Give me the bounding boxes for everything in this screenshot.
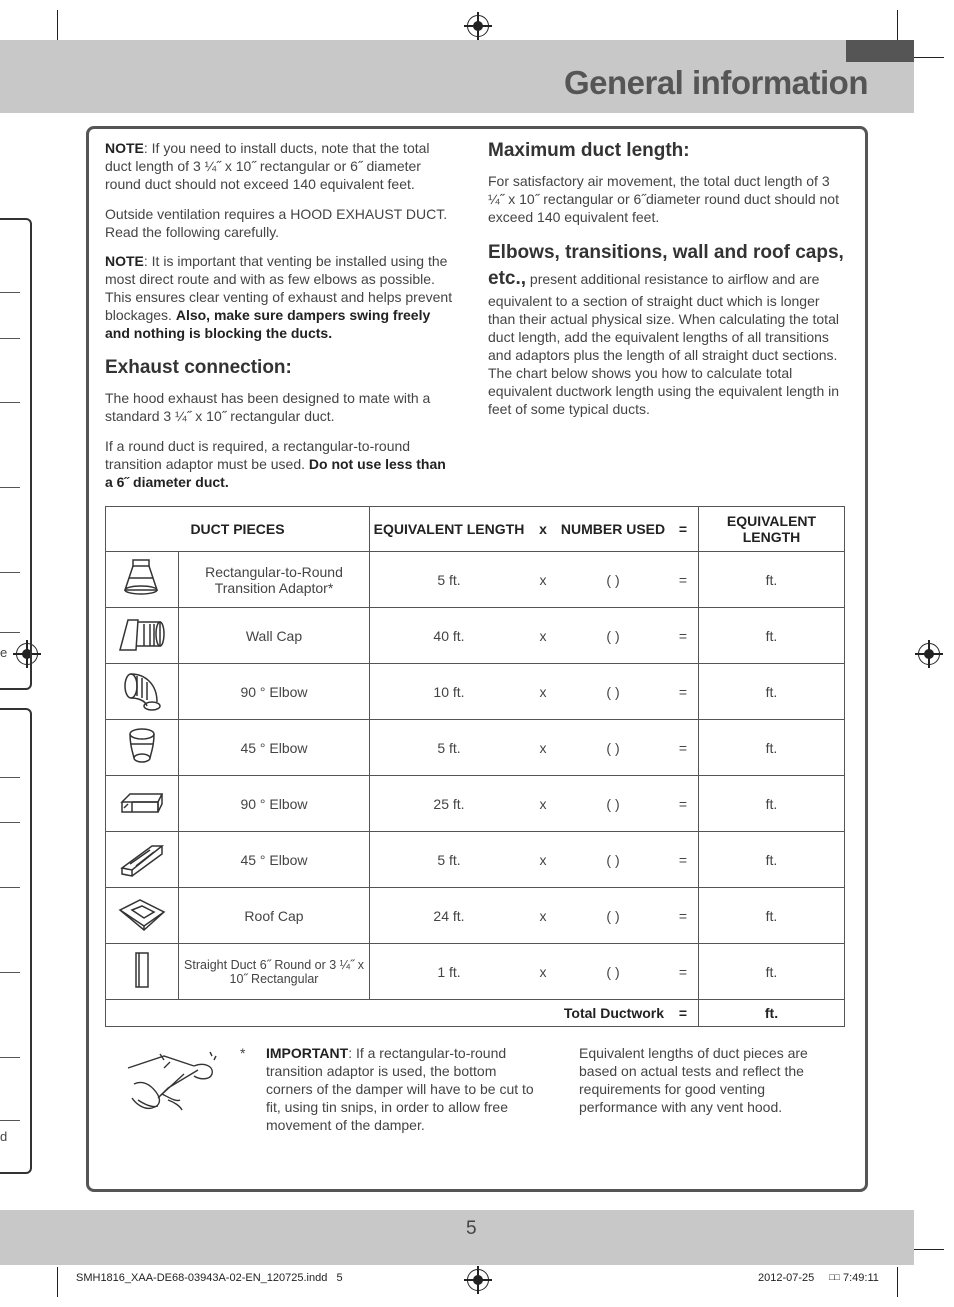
row-name: Roof Cap <box>179 888 370 944</box>
row-length: 24 ft. <box>433 907 465 924</box>
adjacent-page-rule <box>0 402 20 403</box>
table-row <box>106 720 845 776</box>
table-row <box>106 832 845 888</box>
row-result: ft. <box>699 552 845 608</box>
round-elbow-90-icon <box>106 664 179 720</box>
row-used: ( ) <box>606 627 620 644</box>
rect-elbow-45-icon <box>106 832 179 888</box>
print-date: 2012-07-25 <box>758 1272 815 1284</box>
round-elbow-45-icon <box>106 720 179 776</box>
header-equivalent-length: EQUIVALENT LENGTH <box>373 521 525 537</box>
row-result: ft. <box>699 832 845 888</box>
table-total-row <box>106 1000 845 1027</box>
registration-mark-icon <box>467 1269 489 1291</box>
row-equals: = <box>678 907 688 924</box>
row-equals: = <box>678 795 688 812</box>
adjacent-page-fragment: d <box>0 1129 8 1144</box>
table-row <box>106 776 845 832</box>
exhaust-connection-heading: Exhaust connection: <box>105 357 292 378</box>
row-length: 5 ft. <box>437 571 461 588</box>
row-used: ( ) <box>606 963 620 980</box>
adjacent-page-rule <box>0 487 20 488</box>
adjacent-page-rule <box>0 887 20 888</box>
registration-mark-icon <box>918 643 940 665</box>
table-row <box>106 944 845 1000</box>
row-name: 90 ° Elbow <box>179 664 370 720</box>
header-group <box>370 507 699 552</box>
adjacent-page-rule <box>0 632 20 633</box>
adjacent-page-rule <box>0 822 20 823</box>
outside-ventilation-text: Outside ventilation requires a HOOD EXHAUST DUCT. Read the following carefully. <box>105 206 448 240</box>
row-times: x <box>539 963 547 980</box>
row-times: x <box>539 627 547 644</box>
note-install-ducts: NOTE: If you need to install ducts, note that the total duct length of 3 ¼˝ x 10˝ rectangular or 6˝ diameter round duct should not exceed 140 equivalent feet. <box>105 140 430 192</box>
adjacent-page-fragment: e <box>0 645 8 660</box>
total-ductwork-label: Total Ductwork <box>563 1005 664 1021</box>
row-result: ft. <box>699 888 845 944</box>
duct-table <box>105 506 845 1027</box>
total-equals: = <box>678 1005 688 1021</box>
registration-mark-icon <box>467 15 489 37</box>
row-times: x <box>539 683 547 700</box>
important-note: IMPORTANT: If a rectangular-to-round transition adaptor is used, the bottom corners of the damper will have to be cut to fit, using tin snips, in order to allow free movement of the damper. <box>266 1045 534 1133</box>
round-duct-text: If a round duct is required, a rectangular-to-round transition adaptor must be used. Do not use less than a 6˝ diameter duct. <box>105 438 446 490</box>
row-length: 1 ft. <box>437 963 461 980</box>
max-duct-length-heading: Maximum duct length: <box>488 140 690 161</box>
total-result: ft. <box>699 1000 845 1027</box>
row-equals: = <box>678 571 688 588</box>
row-used: ( ) <box>606 907 620 924</box>
header-equivalent-length-result: EQUIVALENT LENGTH <box>699 507 845 552</box>
header-equals: = <box>678 521 688 537</box>
header-tab <box>846 40 914 62</box>
adjacent-page-rule <box>0 1057 20 1058</box>
row-equals: = <box>678 627 688 644</box>
row-result: ft. <box>699 776 845 832</box>
max-duct-length-text: For satisfactory air movement, the total duct length of 3 ¼˝ x 10˝ rectangular or 6˝diameter round duct should not exceed 140 equivalent feet. <box>488 173 839 225</box>
row-name: 45 ° Elbow <box>179 720 370 776</box>
header-times: x <box>539 521 547 537</box>
page-number: 5 <box>466 1218 477 1239</box>
table-row <box>106 664 845 720</box>
row-times: x <box>539 571 547 588</box>
row-name: Straight Duct 6˝ Round or 3 ¼˝ x 10˝ Rectangular <box>179 944 370 1000</box>
row-used: ( ) <box>606 795 620 812</box>
row-name: 90 ° Elbow <box>179 776 370 832</box>
note-venting: NOTE: It is important that venting be installed using the most direct route and with as few elbows as possible. This ensures clear venting of exhaust and helps prevent blockages. Also, make sure dampers swing freely and nothing is blocking the ducts. <box>105 253 453 341</box>
page-title: General information <box>563 64 868 101</box>
row-used: ( ) <box>606 739 620 756</box>
row-length: 25 ft. <box>433 795 465 812</box>
row-length: 40 ft. <box>433 627 465 644</box>
adjacent-page-rule <box>0 338 20 339</box>
row-times: x <box>539 795 547 812</box>
print-time: 7:49:11 <box>843 1272 879 1284</box>
trim-mark <box>914 1249 944 1250</box>
row-result: ft. <box>699 664 845 720</box>
table-row <box>106 888 845 944</box>
adjacent-page-box <box>0 218 32 690</box>
row-result: ft. <box>699 944 845 1000</box>
trim-mark <box>914 57 944 58</box>
row-result: ft. <box>699 720 845 776</box>
table-row <box>106 608 845 664</box>
trim-mark <box>57 10 58 40</box>
roof-cap-icon <box>106 888 179 944</box>
adjacent-page-rule <box>0 1120 20 1121</box>
print-time-glyph: □□ <box>829 1272 840 1282</box>
header-duct-pieces: DUCT PIECES <box>106 507 370 552</box>
row-times: x <box>539 907 547 924</box>
elbows-paragraph: Elbows, transitions, wall and roof caps, etc., present additional resistance to airflow and are equivalent to a section of straight duct which is longer than their actual physical size. When calculating the total duct length, add the equivalent lengths of all transitions and adaptors plus the length of all straight duct sections. The chart below shows you how to calculate total equivalent ductwork length using the equivalent length in feet of some typical ducts. <box>488 242 844 417</box>
wall-cap-icon <box>106 608 179 664</box>
row-length: 5 ft. <box>437 851 461 868</box>
table-header-row <box>106 507 845 552</box>
row-equals: = <box>678 963 688 980</box>
row-used: ( ) <box>606 571 620 588</box>
row-equals: = <box>678 683 688 700</box>
adjacent-page-rule <box>0 972 20 973</box>
tin-snips-icon <box>124 1044 224 1116</box>
transition-adaptor-icon <box>106 552 179 608</box>
elbows-heading: Elbows, transitions, wall and roof caps, etc., <box>488 242 844 289</box>
trim-mark <box>897 10 898 40</box>
footer-band <box>0 1210 914 1265</box>
row-used: ( ) <box>606 683 620 700</box>
row-times: x <box>539 851 547 868</box>
important-asterisk: * <box>240 1045 246 1061</box>
row-length: 5 ft. <box>437 739 461 756</box>
row-name: Rectangular-to-Round Transition Adaptor* <box>179 552 370 608</box>
row-equals: = <box>678 739 688 756</box>
exhaust-text: The hood exhaust has been designed to mate with a standard 3 ¼˝ x 10˝ rectangular duct. <box>105 390 431 424</box>
file-slug: SMH1816_XAA-DE68-03943A-02-EN_120725.indd 5 <box>76 1272 343 1284</box>
row-equals: = <box>678 851 688 868</box>
adjacent-page-rule <box>0 292 20 293</box>
table-row <box>106 552 845 608</box>
row-result: ft. <box>699 608 845 664</box>
row-length: 10 ft. <box>433 683 465 700</box>
straight-duct-icon <box>106 944 179 1000</box>
row-times: x <box>539 739 547 756</box>
adjacent-page-rule <box>0 777 20 778</box>
trim-mark <box>57 1267 58 1297</box>
trim-mark <box>897 1267 898 1297</box>
row-name: 45 ° Elbow <box>179 832 370 888</box>
header-number-used: NUMBER USED <box>560 521 666 537</box>
equivalent-lengths-note: Equivalent lengths of duct pieces are based on actual tests and reflect the requirements for good venting performance with any vent hood. <box>579 1045 808 1115</box>
row-used: ( ) <box>606 851 620 868</box>
adjacent-page-rule <box>0 572 20 573</box>
rect-elbow-90-icon <box>106 776 179 832</box>
row-name: Wall Cap <box>179 608 370 664</box>
